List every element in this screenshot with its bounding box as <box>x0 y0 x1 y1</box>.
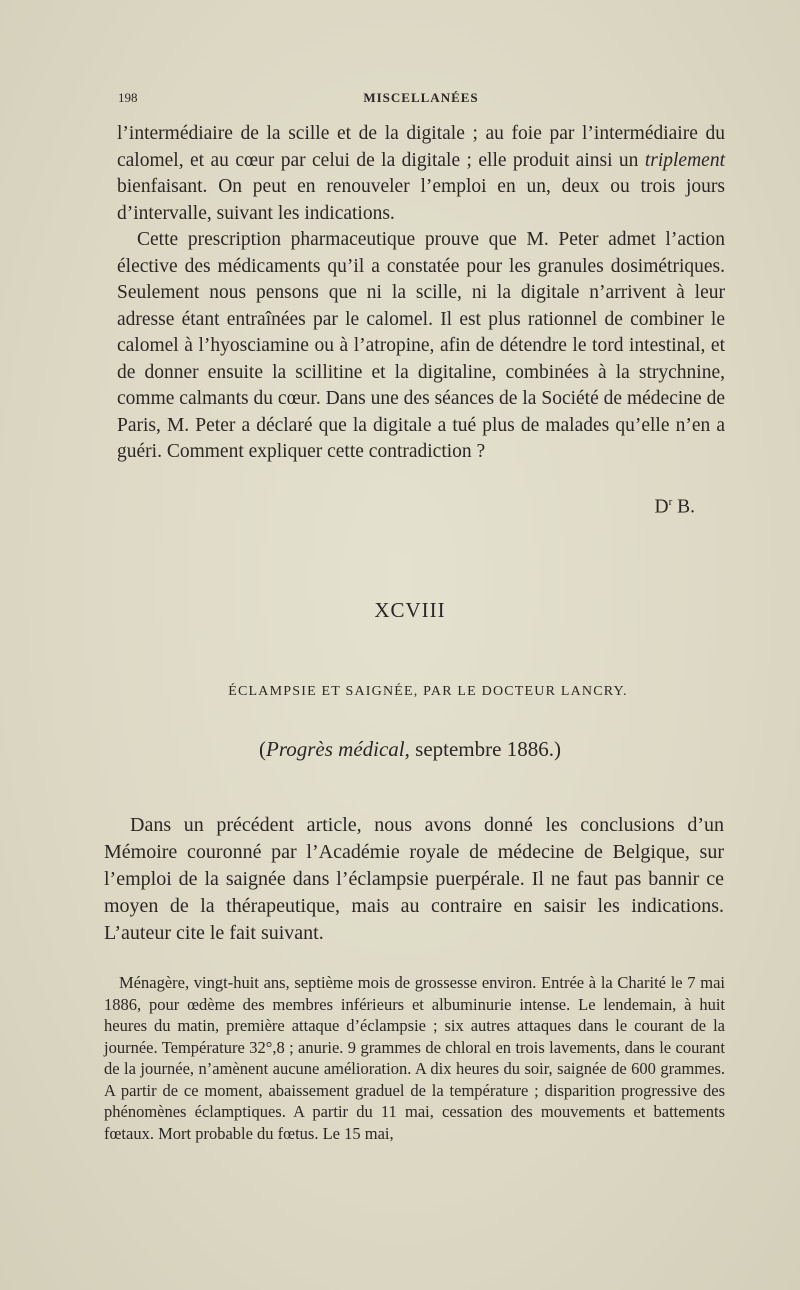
paragraph-continuation <box>117 121 725 227</box>
signature-superscript: r <box>668 496 673 508</box>
signature-prefix: D <box>654 496 669 518</box>
paragraph-case-report: Ménagère, vingt-huit ans, septième mois de grossesse environ. Entrée à la Charité le 7 mai 1886, pour œdème des membres inférieurs et albuminurie intense. Le lendemain, à huit heures du matin, première attaque d’éclampsie ; six autres attaques dans le courant de la journée. Température 32°,8 ; anurie. 9 grammes de chloral en trois lavements, dans le courant de la journée, n’amènent aucune amélioration. A dix heures du soir, saignée de 600 grammes. A partir de ce moment, abaissement graduel de la température ; disparition progressive des phénomènes éclamptiques. A partir du 11 mai, cessation des mouvements et battements fœtaux. Mort probable du fœtus. Le 15 mai, <box>104 973 725 1143</box>
author-signature <box>654 496 695 519</box>
paragraph-prescription: Cette prescription pharmaceutique prouve que M. Peter admet l’action élective des médicaments qu’il a constatée pour les granules dosimétriques. Seulement nous pensons que ni la scille, ni la digitale n’arrivent à leur adresse étant entraînées par le calomel. Il est plus rationnel de combiner le calomel à l’hyosciamine ou à l’atropine, afin de détendre le tord intestinal, et de donner ensuite la scillitine et la digitaline, combinées à la strychnine, comme calmants du cœur. Dans une des séances de la Société de médecine de Paris, M. Peter a déclaré que la digitale a tué plus de malades qu’elle n’en a guéri. Comment expliquer cette contradiction ? <box>117 229 725 462</box>
paragraph-1-text-a: l’intermédiaire de la scille et de la digitale ; au foie par l’intermédiaire du calomel, et au cœur par celui de la digitale ; elle produit ainsi un <box>117 123 725 171</box>
source-journal: Progrès médical <box>266 737 405 761</box>
paragraph-introduction: Dans un précédent article, nous avons donné les conclusions d’un Mémoire couronné par l’Académie royale de médecine de Belgique, sur l’emploi de la saignée dans l’éclampsie puerpérale. Il ne faut pas bannir ce moyen de la thérapeutique, mais au contraire en saisir les indications. L’auteur cite le fait suivant. <box>104 814 724 944</box>
source-date: , septembre 1886.) <box>404 737 561 761</box>
page-number: 198 <box>118 90 138 105</box>
section-number: XCVIII <box>374 598 446 622</box>
source-open: ( <box>259 737 267 761</box>
running-head: MISCELLANÉES <box>363 90 479 105</box>
signature-name: B. <box>672 496 695 518</box>
article-source <box>0 737 800 762</box>
paragraph-1-emphasis: triplement <box>644 149 725 171</box>
page-header <box>118 90 724 110</box>
paragraph-1-text-b: bienfaisant. On peut en renouveler l’emploi en un, deux ou trois jours d’intervalle, suivant les indications. <box>117 176 725 224</box>
article-title: ÉCLAMPSIE ET SAIGNÉE, PAR LE DOCTEUR LANCRY. <box>228 684 628 699</box>
